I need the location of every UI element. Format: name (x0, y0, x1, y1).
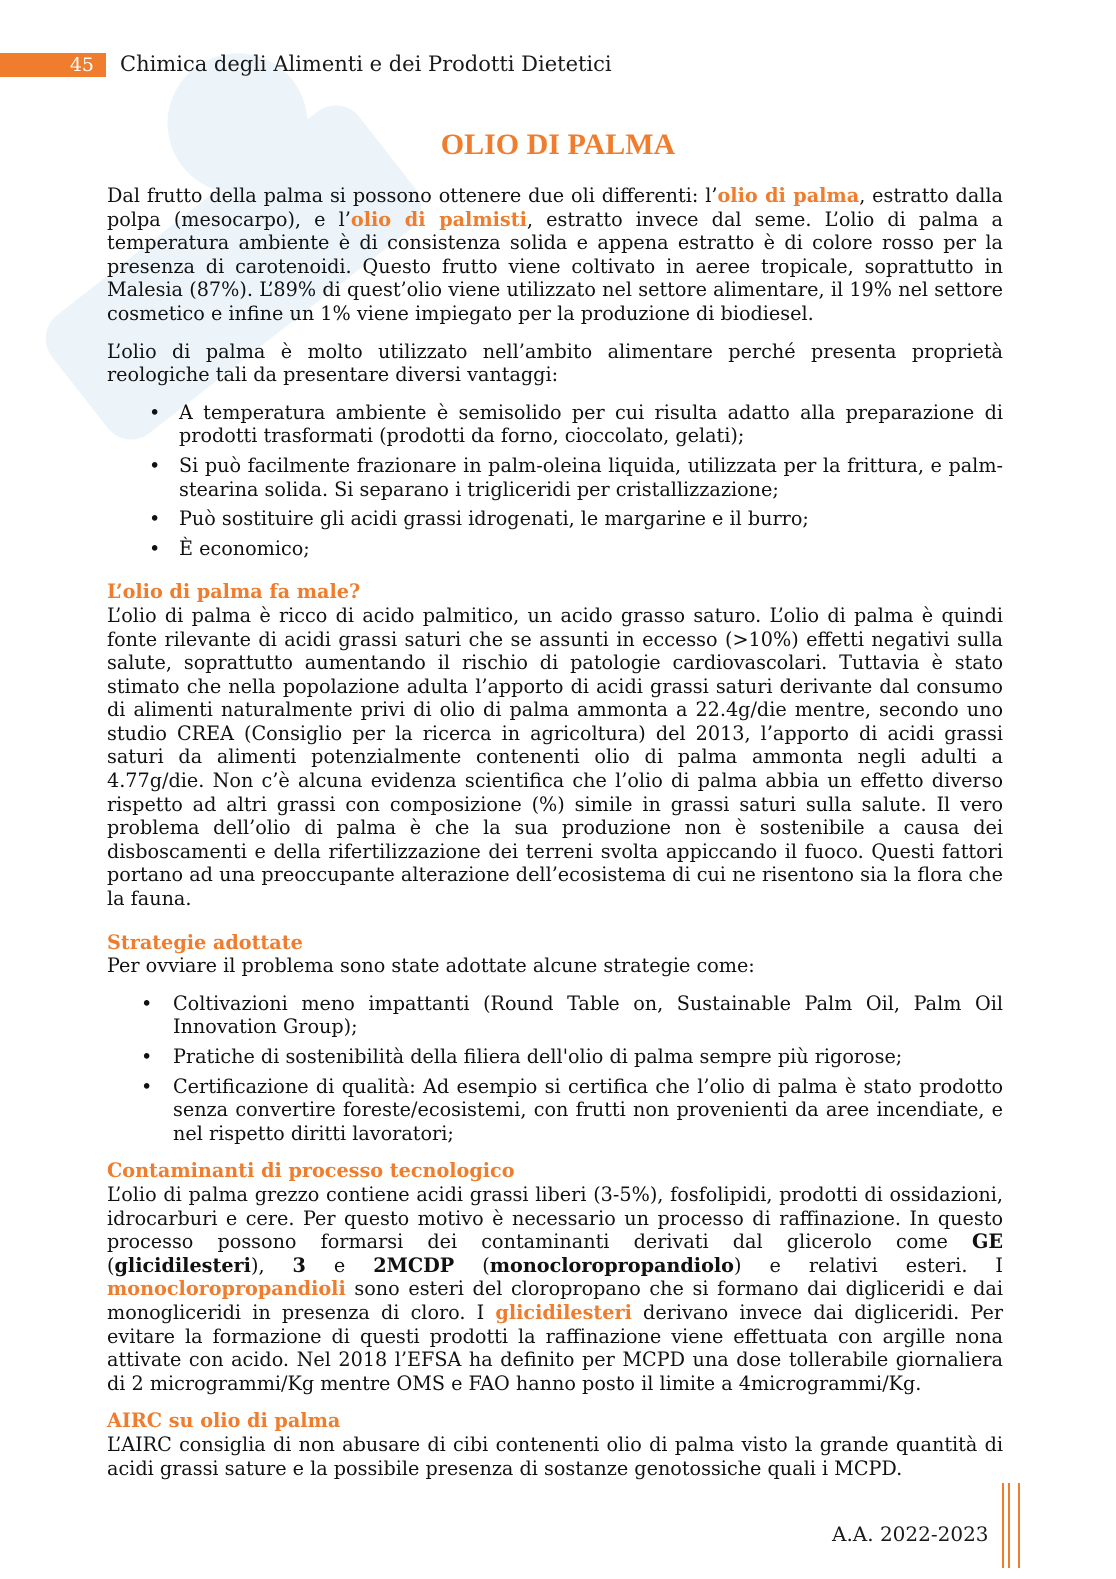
highlight-monocloropropandioli: monocloropropandioli (107, 1277, 346, 1301)
text-run: , estratto dalla polpa (mesocarpo), e l’ (107, 184, 1003, 231)
text-run: e (305, 1253, 374, 1277)
list-item: • Coltivazioni meno impattanti (Round Table on, Sustainable Palm Oil, Palm Oil Innovation Group); (107, 992, 1003, 1039)
strategies-intro: Per ovviare il problema sono state adottate alcune strategie come: (107, 954, 755, 978)
text-run: Dal frutto della palma si possono ottenere due oli differenti: l’ (107, 184, 718, 207)
list-item: • Pratiche di sostenibilità della filiera dell'olio di palma sempre più rigorose; (107, 1045, 1003, 1069)
text-run: , estratto invece dal seme. L’olio di palma a temperatura ambiente è di consistenza solida e appena estratto è di colore rosso per la presenza di carotenoidi. Questo frutto viene coltivato in aeree tropicale, soprattutto in Malesia (87%). L’89% di quest’olio viene utilizzato nel settore alimentare, il 19% nel settore cosmetico e infine un 1% viene impiegato per la produzione di biodiesel. (107, 207, 1003, 325)
page-number: 45 (0, 53, 106, 77)
highlight-glicidilesteri: glicidilesteri (495, 1300, 632, 1324)
list-item: • Certificazione di qualità: Ad esempio si certifica che l’olio di palma è stato prodotto senza convertire foreste/ecosistemi, con frutti non provenienti da aree incendiate, e nel rispetto diritti lavoratori; (107, 1075, 1003, 1146)
bold-term: glicidilesteri (114, 1253, 251, 1277)
heading-contaminants: Contaminanti di processo tecnologico (107, 1159, 515, 1183)
text-run: L’olio di palma grezzo contiene acidi grassi liberi (3-5%), fosfolipidi, prodotti di ossidazioni, idrocarburi e cere. Per questo motivo è necessario un processo di raffinazione. In questo processo possono formarsi dei contaminanti derivati dal glicerolo come (107, 1182, 1003, 1254)
contaminants-paragraph (107, 1183, 1003, 1395)
text-run: ) e relativi esteri. I (733, 1253, 1004, 1277)
heading-strategies: Strategie adottate (107, 930, 303, 954)
intro-paragraph-2: L’olio di palma è molto utilizzato nell’ambito alimentare perché presenta proprietà reologiche tali da presentare diversi vantaggi: (107, 339, 1003, 387)
harm-paragraph: L’olio di palma è ricco di acido palmitico, un acido grasso saturo. L’olio di palma è quindi fonte rilevante di acidi grassi saturi che se assunti in eccesso (>10%) effetti negativi sulla salute, soprattutto aumentando il rischio di patologie cardiovascolari. Tuttavia è stato stimato che nella popolazione adulta l’apporto di acidi grassi saturi derivante dal consumo di alimenti naturalmente privi di olio di palma ammonta a 22.4g/die mentre, secondo uno studio CREA (Consiglio per la ricerca in agricoltura) del 2013, l’apporto di acidi grassi saturi da alimenti potenzialmente contenenti olio di palma ammonta negli adulti a 4.77g/die. Non c’è alcuna evidenza scientifica che l’olio di palma abbia un effetto diverso rispetto ad altri grassi con composizione (%) simile in grassi saturi sulla salute. Il vero problema dell’olio di palma è che la sua produzione non è sostenibile a causa dei disboscamenti e della rifertilizzazione dei terreni svolta appiccando il fuoco. Questi fattori portano ad una preoccupante alterazione dell’ecosistema di cui ne risentono sia la flora che la fauna. (107, 603, 1003, 911)
list-item: • Si può facilmente frazionare in palm-oleina liquida, utilizzata per la frittura, e palm-stearina solida. Si separano i trigliceridi per cristallizzazione; (107, 454, 1003, 501)
heading-harm: L’olio di palma fa male? (107, 580, 361, 604)
text-run: sono esteri del cloropropano che si formano dai digliceridi e dai monogliceridi in presenza di cloro. I (107, 1277, 1003, 1324)
bold-term: monocloropropandiolo (489, 1253, 734, 1277)
text-run: ( (454, 1253, 490, 1277)
footer-decoration-lines (1002, 1483, 1020, 1568)
page-header (0, 53, 1116, 79)
intro-paragraph-1 (107, 184, 1003, 326)
airc-paragraph: L’AIRC consiglia di non abusare di cibi contenenti olio di palma visto la grande quantità di acidi grassi sature e la possibile presenza di sostanze genotossiche quali i MCPD. (107, 1432, 1003, 1480)
list-item: • A temperatura ambiente è semisolido per cui risulta adatto alla preparazione di prodotti trasformati (prodotti da forno, cioccolato, gelati); (107, 401, 1003, 448)
text-run: ), (250, 1253, 293, 1277)
strategies-list (107, 992, 1003, 1146)
header-title: Chimica degli Alimenti e dei Prodotti Dietetici (120, 52, 612, 76)
bold-term: 3 (292, 1253, 306, 1277)
bold-term: GE (971, 1230, 1003, 1254)
bold-term: 2MCDP (373, 1253, 455, 1277)
advantages-list (107, 401, 1003, 561)
highlight-olio-di-palma: olio di palma (717, 184, 860, 207)
footer-academic-year: A.A. 2022-2023 (832, 1522, 989, 1546)
highlight-olio-di-palmisti: olio di palmisti (350, 207, 527, 231)
text-run: derivano invece dai digliceridi. Per evitare la formazione di questi prodotti la raffinazione viene effettuata con argille nona attivate con acido. Nel 2018 l’EFSA ha definito per MCPD una dose tollerabile giornaliera di 2 microgrammi/Kg mentre OMS e FAO hanno posto il limite a 4microgrammi/Kg. (107, 1300, 1004, 1395)
content (107, 184, 1003, 1480)
document-title-text: OLIO DI PALMA (440, 128, 676, 161)
list-item: • È economico; (107, 537, 1003, 561)
heading-airc: AIRC su olio di palma (107, 1409, 341, 1433)
list-item: • Può sostituire gli acidi grassi idrogenati, le margarine e il burro; (107, 507, 1003, 531)
document-title (0, 128, 1116, 162)
text-run: ( (107, 1253, 115, 1277)
